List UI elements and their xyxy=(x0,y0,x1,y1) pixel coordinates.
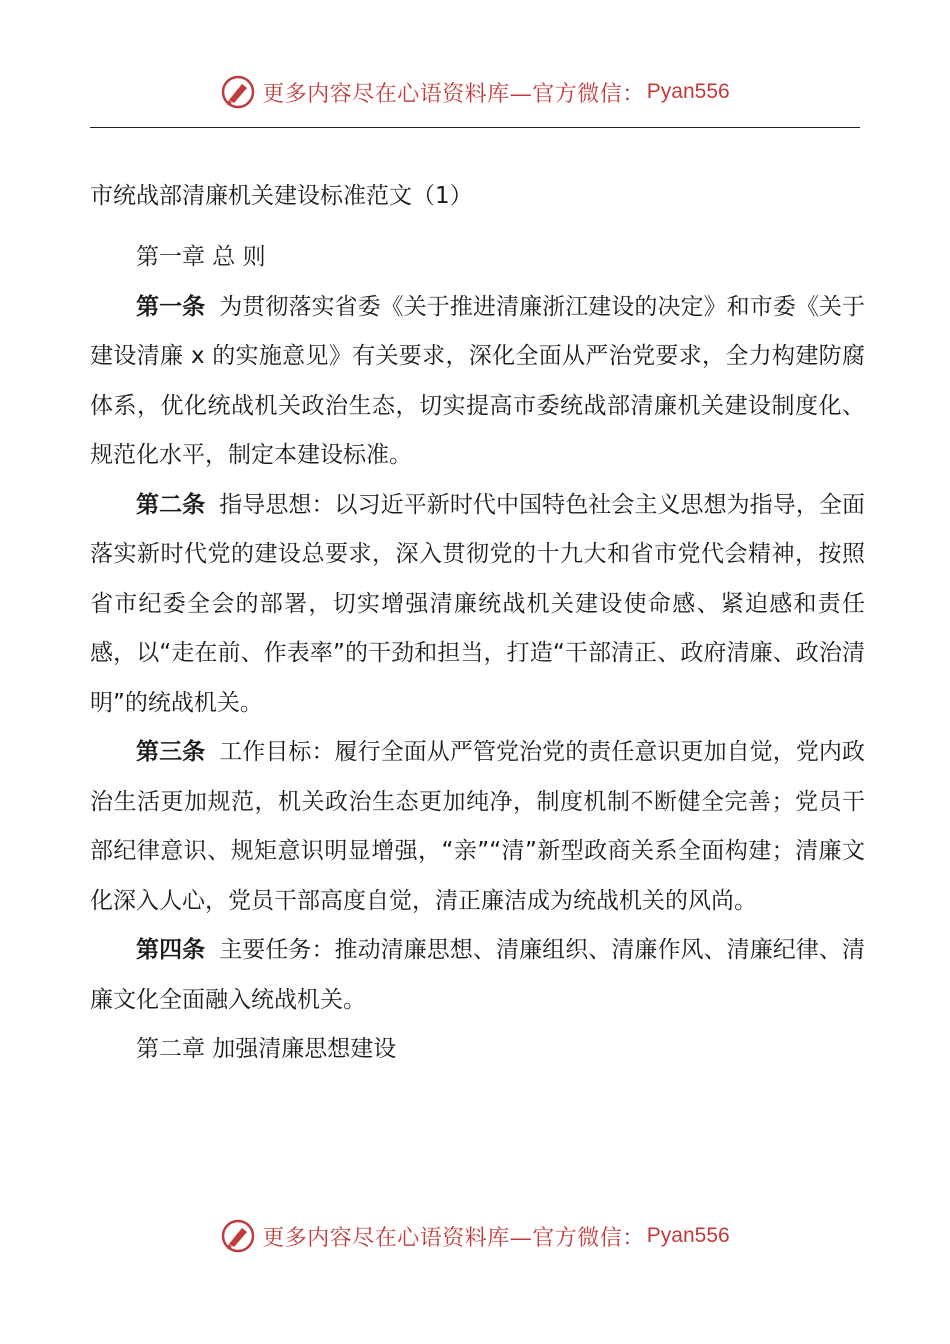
pen-logo-icon xyxy=(220,74,256,110)
watermark-text: 更多内容尽在心语资料库—官方微信： xyxy=(262,1225,645,1251)
chapter-heading: 第一章 总 则 xyxy=(136,244,266,270)
article-label: 第三条 xyxy=(136,739,206,765)
article-paragraph xyxy=(90,728,865,926)
article-text: 主要任务：推动清廉思想、清廉组织、清廉作风、清廉纪律、清廉文化全面融入统战机关。 xyxy=(90,937,866,1013)
article-label: 第二条 xyxy=(136,491,206,518)
header-divider xyxy=(90,127,860,128)
header-watermark xyxy=(0,70,950,114)
document-body xyxy=(90,175,865,1075)
watermark-wechat-id: Pyan556 xyxy=(646,1224,730,1247)
pen-logo-icon xyxy=(220,1218,256,1254)
article-paragraph xyxy=(90,926,865,1025)
watermark-wechat-id: Pyan556 xyxy=(646,80,730,103)
watermark-text: 更多内容尽在心语资料库—官方微信： xyxy=(262,81,645,107)
article-paragraph xyxy=(90,283,865,481)
article-text: 指导思想：以习近平新时代中国特色社会主义思想为指导，全面落实新时代党的建设总要求，深入贯彻党的十九大和省市党代会精神，按照省市纪委全会的部署，切实增强清廉统战机关建设使命感、紧迫感和责任感，以“走在前、作表率”的干劲和担当，打造“干部清正、政府清廉、政治清明”的统战机关。 xyxy=(90,491,866,716)
article-paragraph xyxy=(90,481,865,729)
article-text: 为贯彻落实省委《关于推进清廉浙江建设的决定》和市委《关于建设清廉 x 的实施意见》有关要求，深化全面从严治党要求，全力构建防腐体系，优化统战机关政治生态，切实提高市委统战部清廉机关建设制度化、规范化水平，制定本建设标准。 xyxy=(90,293,866,468)
document-title: 市统战部清廉机关建设标准范文（1） xyxy=(90,183,473,209)
chapter-heading: 第二章 加强清廉思想建设 xyxy=(136,1036,397,1062)
article-label: 第四条 xyxy=(136,937,206,963)
article-label: 第一条 xyxy=(136,293,206,320)
footer-watermark xyxy=(0,1214,950,1258)
article-text: 工作目标：履行全面从严管党治党的责任意识更加自觉，党内政治生活更加规范，机关政治生态更加纯净，制度机制不断健全完善；党员干部纪律意识、规矩意识明显增强，“亲”“清”新型政商关系全面构建；清廉文化深入人心，党员干部高度自觉，清正廉洁成为统战机关的风尚。 xyxy=(90,739,866,914)
